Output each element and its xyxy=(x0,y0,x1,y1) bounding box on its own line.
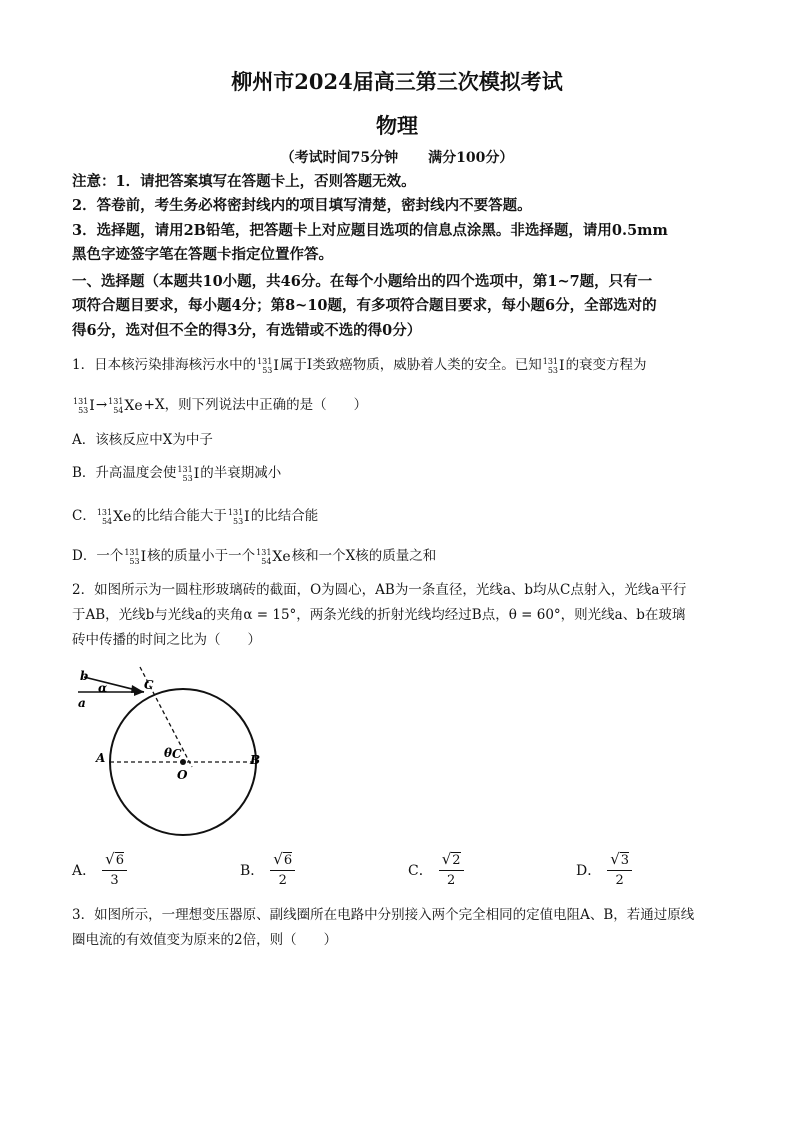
q2-option-a[interactable]: A． √ 6 3 xyxy=(72,848,127,892)
note-3a: 3．选择题，请用2B铅笔，把答题卡上对应题目选项的信息点涂黑。非选择题，请用0.5mm xyxy=(72,222,668,239)
q2-stem-line1: 2．如图所示为一圆柱形玻璃砖的截面，O为圆心，AB为一条直径，光线a、b均从C点射入，光线a平行 xyxy=(72,582,687,598)
section1-line2: 项符合题目要求，每小题4分；第8~10题，有多项符合题目要求，每小题6分，全部选对的 xyxy=(72,297,657,314)
nuclide-i131: 131 53 I xyxy=(73,396,95,415)
nuclide-i131: 131 53 I xyxy=(124,547,147,566)
nuclide-i131: 131 53 I xyxy=(542,356,565,375)
label-alpha: α xyxy=(98,681,108,695)
note-1: 注意：1．请把答案填写在答题卡上，否则答题无效。 xyxy=(72,173,416,190)
q1-option-a[interactable]: A．该核反应中X为中子 xyxy=(72,432,213,448)
score-info: 满分100分） xyxy=(428,150,514,166)
nuclide-i131: 131 53 I xyxy=(257,356,279,375)
q2-stem-line2: 于AB，光线b与光线a的夹角α = 15°，两条光线的折射光线均经过B点，θ = 60°，则光线a、b在玻璃 xyxy=(72,607,686,623)
section1-line3: 得6分，选对但不全的得3分，有选错或不选的得0分） xyxy=(72,322,422,339)
arrow: → xyxy=(95,397,108,413)
label-O: O xyxy=(177,768,188,782)
q1-option-b[interactable]: B．升高温度会使 131 53 I的半衰期减小 xyxy=(72,464,282,483)
q2-stem-line3: 砖中传播的时间之比为（ ） xyxy=(72,632,261,648)
label-a: a xyxy=(78,696,86,710)
glass-cylinder-figure xyxy=(72,662,272,842)
note-3b: 黑色字迹签字笔在答题卡指定位置作答。 xyxy=(72,246,333,263)
q1-option-c[interactable]: C． 131 54 Xe的比结合能大于 131 53 I的比结合能 xyxy=(72,507,319,526)
label-theta-c: C xyxy=(172,747,182,761)
note-2: 2．答卷前，考生务必将密封线内的项目填写清楚，密封线内不要答题。 xyxy=(72,197,532,214)
exam-title: 柳州市2024届高三第三次模拟考试 xyxy=(231,69,563,94)
section1-line1: 一、选择题（本题共10小题，共46分。在每个小题给出的四个选项中，第1~7题，只有一 xyxy=(72,273,653,290)
q2-option-d[interactable]: D． √ 3 2 xyxy=(576,848,632,892)
q2-option-b[interactable]: B． √ 6 2 xyxy=(240,848,295,892)
subject-title: 物理 xyxy=(376,113,418,138)
label-B: B xyxy=(250,753,261,767)
nuclide-xe131: 131 54 Xe xyxy=(108,396,143,415)
label-theta: θ xyxy=(164,746,173,760)
q3-stem-line1: 3．如图所示，一理想变压器原、副线圈所在电路中分别接入两个完全相同的定值电阻A、B，若通过原线 xyxy=(72,907,695,923)
q1-option-d[interactable]: D．一个 131 53 I核的质量小于一个 131 54 Xe核和一个X核的质量之和 xyxy=(72,547,437,566)
nuclide-xe131: 131 54 Xe xyxy=(96,507,132,526)
nuclide-i131: 131 53 I xyxy=(177,464,200,483)
exam-info xyxy=(0,147,794,167)
nuclide-xe131: 131 54 Xe xyxy=(256,547,291,566)
q2-options xyxy=(72,848,724,892)
time-info: （考试时间75分钟 xyxy=(280,150,399,166)
label-b: b xyxy=(80,669,89,683)
q2-option-c[interactable]: C． √ 2 2 xyxy=(408,848,464,892)
nuclide-i131: 131 53 I xyxy=(227,507,250,526)
q3-stem-line2: 圈电流的有效值变为原来的2倍，则（ ） xyxy=(72,932,338,948)
q1-stem-line1: 1．日本核污染排海核污水中的 131 53 I属于Ⅰ类致癌物质，威胁着人类的安全。已知 131 53 I的衰变方程为 xyxy=(72,356,647,375)
label-A: A xyxy=(96,751,106,765)
label-c: C xyxy=(144,678,154,692)
q1-stem-line2: 131 53 I→ 131 54 Xe+X，则下列说法中正确的是（ ） xyxy=(73,396,368,415)
